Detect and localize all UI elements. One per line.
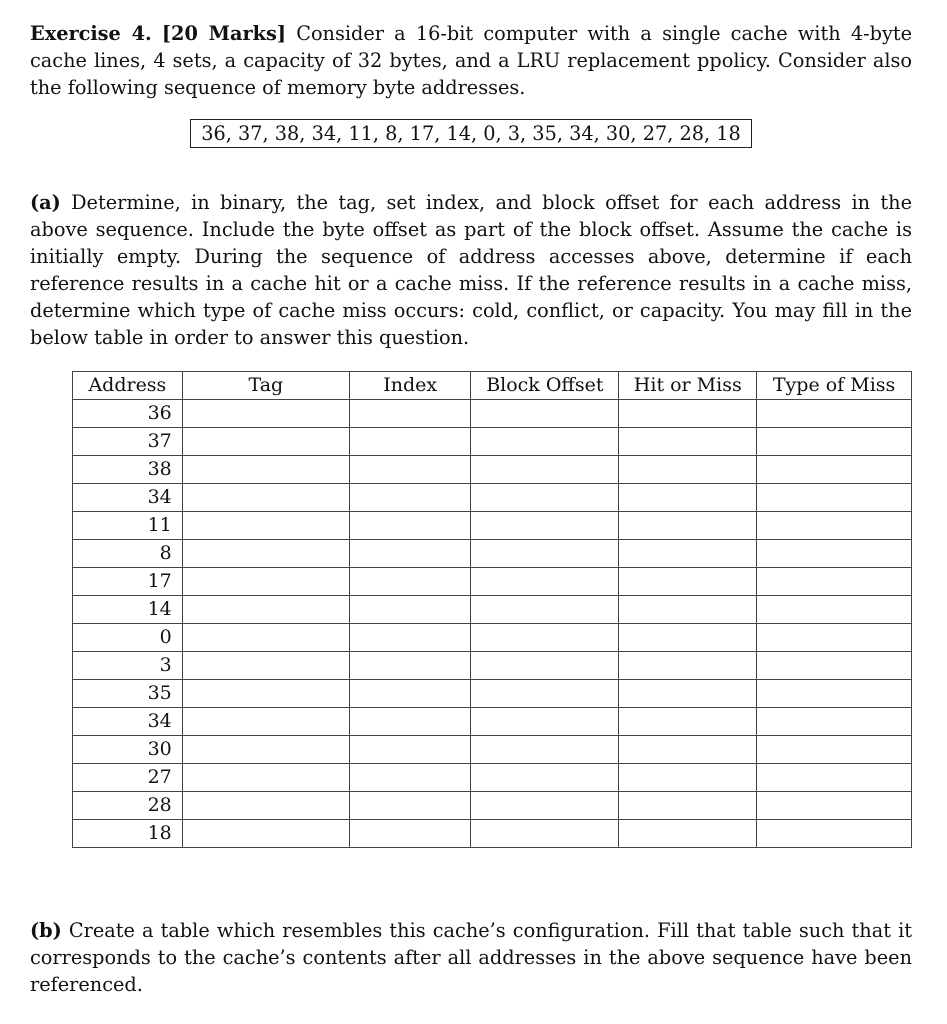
index-cell[interactable] [349,792,470,820]
hit-or-miss-cell[interactable] [619,428,757,456]
block-offset-cell[interactable] [471,400,619,428]
table-row [73,456,912,484]
index-cell[interactable] [349,540,470,568]
tag-cell[interactable] [182,568,349,596]
address-cell: 28 [73,792,183,820]
address-cell: 37 [73,428,183,456]
index-cell[interactable] [349,708,470,736]
index-cell[interactable] [349,428,470,456]
hit-or-miss-cell[interactable] [619,568,757,596]
address-cell: 11 [73,512,183,540]
address-cell: 3 [73,652,183,680]
exercise-intro [30,20,912,101]
address-cell: 0 [73,624,183,652]
address-cell: 38 [73,456,183,484]
answer-table-body [73,400,912,848]
type-of-miss-cell[interactable] [757,680,912,708]
table-row [73,680,912,708]
exercise-intro-text: Consider a 16-bit computer with a single cache with 4-byte cache lines, 4 sets, a capacity of 32 bytes, and a LRU replacement ppolicy. Consider also the following sequence of memory byte addresses. [30,22,912,99]
part-b-label: (b) [30,919,62,942]
header-hit-or-miss: Hit or Miss [619,372,757,400]
block-offset-cell[interactable] [471,708,619,736]
table-row [73,652,912,680]
tag-cell[interactable] [182,624,349,652]
type-of-miss-cell[interactable] [757,428,912,456]
exercise-marks: [20 Marks] [161,22,286,45]
hit-or-miss-cell[interactable] [619,652,757,680]
hit-or-miss-cell[interactable] [619,736,757,764]
type-of-miss-cell[interactable] [757,764,912,792]
header-block-offset: Block Offset [471,372,619,400]
part-b-question [30,917,912,998]
tag-cell[interactable] [182,540,349,568]
block-offset-cell[interactable] [471,736,619,764]
part-b-text: Create a table which resembles this cache’s configuration. Fill that table such that it corresponds to the cache’s contents after all addresses in the above sequence have been referenced. [30,919,912,996]
block-offset-cell[interactable] [471,820,619,848]
hit-or-miss-cell[interactable] [619,680,757,708]
index-cell[interactable] [349,400,470,428]
table-row [73,540,912,568]
hit-or-miss-cell[interactable] [619,512,757,540]
index-cell[interactable] [349,652,470,680]
block-offset-cell[interactable] [471,512,619,540]
table-row [73,736,912,764]
address-cell: 8 [73,540,183,568]
hit-or-miss-cell[interactable] [619,484,757,512]
type-of-miss-cell[interactable] [757,540,912,568]
index-cell[interactable] [349,512,470,540]
header-address: Address [73,372,183,400]
address-cell: 34 [73,484,183,512]
tag-cell[interactable] [182,764,349,792]
address-cell: 30 [73,736,183,764]
header-type-of-miss: Type of Miss [757,372,912,400]
tag-cell[interactable] [182,512,349,540]
hit-or-miss-cell[interactable] [619,540,757,568]
type-of-miss-cell[interactable] [757,484,912,512]
answer-table [72,371,912,848]
hit-or-miss-cell[interactable] [619,596,757,624]
block-offset-cell[interactable] [471,596,619,624]
header-index: Index [349,372,470,400]
index-cell[interactable] [349,680,470,708]
table-row [73,484,912,512]
block-offset-cell[interactable] [471,680,619,708]
table-row [73,400,912,428]
table-row [73,512,912,540]
hit-or-miss-cell[interactable] [619,792,757,820]
index-cell[interactable] [349,456,470,484]
part-a-text: Determine, in binary, the tag, set index, and block offset for each address in the above sequence. Include the byte offset as part of the block offset. Assume the cache is initially empty. During the sequence of address accesses above, determine if each reference results in a cache hit or a cache miss. If the reference results in a cache miss, determine which type of cache miss occurs: cold, conflict, or capacity. You may fill in the below table in order to answer this question. [30,191,912,349]
tag-cell[interactable] [182,652,349,680]
type-of-miss-cell[interactable] [757,652,912,680]
tag-cell[interactable] [182,484,349,512]
address-cell: 35 [73,680,183,708]
type-of-miss-cell[interactable] [757,596,912,624]
block-offset-cell[interactable] [471,568,619,596]
address-cell: 18 [73,820,183,848]
block-offset-cell[interactable] [471,652,619,680]
table-row [73,792,912,820]
type-of-miss-cell[interactable] [757,792,912,820]
table-row [73,596,912,624]
exercise-page [30,20,912,996]
block-offset-cell[interactable] [471,540,619,568]
table-row [73,764,912,792]
index-cell[interactable] [349,596,470,624]
part-a-question [30,189,912,351]
type-of-miss-cell[interactable] [757,512,912,540]
block-offset-cell[interactable] [471,792,619,820]
tag-cell[interactable] [182,736,349,764]
hit-or-miss-cell[interactable] [619,820,757,848]
block-offset-cell[interactable] [471,764,619,792]
address-cell: 14 [73,596,183,624]
part-a-label: (a) [30,191,61,214]
table-row [73,820,912,848]
block-offset-cell[interactable] [471,484,619,512]
answer-table-header-row [73,372,912,400]
hit-or-miss-cell[interactable] [619,456,757,484]
header-tag: Tag [182,372,349,400]
tag-cell[interactable] [182,596,349,624]
table-row [73,708,912,736]
tag-cell[interactable] [182,680,349,708]
block-offset-cell[interactable] [471,624,619,652]
index-cell[interactable] [349,568,470,596]
index-cell[interactable] [349,484,470,512]
type-of-miss-cell[interactable] [757,400,912,428]
type-of-miss-cell[interactable] [757,568,912,596]
tag-cell[interactable] [182,456,349,484]
index-cell[interactable] [349,624,470,652]
exercise-heading: Exercise 4. [30,22,152,45]
address-cell: 34 [73,708,183,736]
tag-cell[interactable] [182,428,349,456]
block-offset-cell[interactable] [471,428,619,456]
type-of-miss-cell[interactable] [757,820,912,848]
type-of-miss-cell[interactable] [757,456,912,484]
tag-cell[interactable] [182,820,349,848]
table-row [73,428,912,456]
table-row [73,624,912,652]
address-cell: 17 [73,568,183,596]
type-of-miss-cell[interactable] [757,624,912,652]
tag-cell[interactable] [182,708,349,736]
hit-or-miss-cell[interactable] [619,624,757,652]
hit-or-miss-cell[interactable] [619,400,757,428]
address-cell: 27 [73,764,183,792]
tag-cell[interactable] [182,792,349,820]
sequence-container [30,119,912,148]
hit-or-miss-cell[interactable] [619,708,757,736]
block-offset-cell[interactable] [471,456,619,484]
address-sequence-box: 36, 37, 38, 34, 11, 8, 17, 14, 0, 3, 35, 34, 30, 27, 28, 18 [190,119,752,148]
index-cell[interactable] [349,736,470,764]
type-of-miss-cell[interactable] [757,736,912,764]
tag-cell[interactable] [182,400,349,428]
index-cell[interactable] [349,820,470,848]
table-row [73,568,912,596]
type-of-miss-cell[interactable] [757,708,912,736]
index-cell[interactable] [349,764,470,792]
address-cell: 36 [73,400,183,428]
hit-or-miss-cell[interactable] [619,764,757,792]
